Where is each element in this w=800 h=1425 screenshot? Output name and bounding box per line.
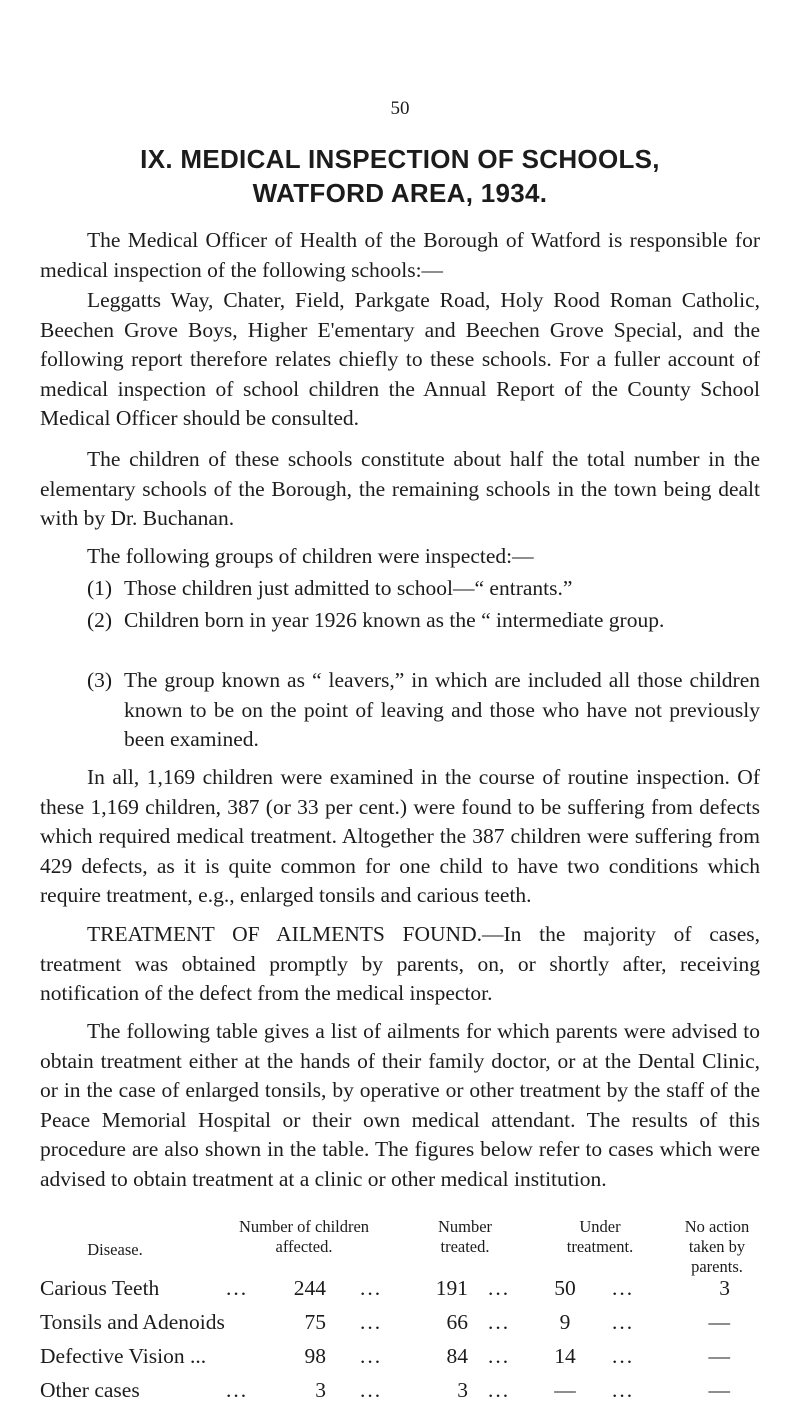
table-intro-paragraph: The following table gives a list of ailments for which parents were advised to obtain treatment either at the hands of their family doctor, or at the Dental Clinic, or in the case of enlarged tonsils, by operative or other treatment by the staff of the Peace Memorial Hospital or their own medical attendant. The results of this procedure are also shown in the table. The figures below refer to cases which were advised to obtain treatment at a clinic or other medical institution. bbox=[40, 1019, 760, 1191]
leader-dots: ... bbox=[612, 1310, 635, 1334]
cell-no-action: — bbox=[708, 1344, 730, 1368]
header-under: Under treatment. bbox=[566, 1217, 634, 1256]
header-affected: Number of children affected. bbox=[238, 1217, 370, 1256]
cell-treated: 66 bbox=[446, 1310, 468, 1334]
cell-disease: Tonsils and Adenoids bbox=[40, 1310, 225, 1334]
group-number: (3) bbox=[87, 668, 113, 692]
cell-treated: 84 bbox=[446, 1344, 468, 1368]
treatment-paragraph: TREATMENT OF AILMENTS FOUND.—In the majority of cases, treatment was obtained promptly by parents, on, or shortly after, receiving notification of the defect from the medical inspector. bbox=[40, 922, 760, 1005]
cell-under: 9 bbox=[559, 1310, 571, 1334]
cell-treated: 3 bbox=[457, 1378, 468, 1402]
leader-dots: ... bbox=[612, 1378, 635, 1402]
cell-disease: Defective Vision ... bbox=[40, 1344, 207, 1368]
page-number: 50 bbox=[390, 98, 410, 119]
cell-affected: 98 bbox=[304, 1344, 326, 1368]
table-row bbox=[40, 1276, 760, 1306]
schools-paragraph: Leggatts Way, Chater, Field, Parkgate Road, Holy Rood Roman Catholic, Beechen Grove Boys, Higher E'ementary and Beechen Grove Special, and the following report therefore relates chiefly to these schools. For a fuller account of medical inspection of school children the Annual Report of the County School Medical Officer should be consulted. bbox=[40, 288, 760, 430]
cell-no-action: — bbox=[708, 1310, 730, 1334]
leader-dots: ... bbox=[488, 1310, 511, 1334]
cell-affected: 3 bbox=[315, 1378, 326, 1402]
leader-dots: ... bbox=[226, 1378, 249, 1402]
header-no-action: No action taken by parents. bbox=[684, 1217, 750, 1276]
cell-treated: 191 bbox=[435, 1276, 468, 1300]
group-text: The group known as “ leavers,” in which are included all those children known to be on the point of leaving and those who have not previously been examined. bbox=[124, 668, 760, 751]
cell-under: 14 bbox=[554, 1344, 576, 1368]
examined-paragraph: In all, 1,169 children were examined in the course of routine inspection. Of these 1,169 children, 387 (or 33 per cent.) were found to be suffering from defects which required medical treatment. Altogether the 387 children were suffering from 429 defects, as it is quite common for one child to have two conditions which require treatment, e.g., enlarged tonsils and carious teeth. bbox=[40, 765, 760, 907]
group-number: (1) bbox=[87, 576, 113, 600]
table-row bbox=[40, 1344, 760, 1374]
cell-under: — bbox=[554, 1378, 576, 1402]
cell-affected: 244 bbox=[293, 1276, 326, 1300]
cell-no-action: 3 bbox=[719, 1276, 730, 1300]
page-title-line-2: WATFORD AREA, 1934. bbox=[252, 178, 548, 208]
leader-dots: ... bbox=[226, 1276, 249, 1300]
leader-dots: ... bbox=[360, 1276, 383, 1300]
leader-dots: ... bbox=[488, 1276, 511, 1300]
cell-disease: Carious Teeth bbox=[40, 1276, 160, 1300]
table-row bbox=[40, 1378, 760, 1408]
cell-disease: Other cases bbox=[40, 1378, 140, 1402]
cell-affected: 75 bbox=[304, 1310, 326, 1334]
leader-dots: ... bbox=[488, 1344, 511, 1368]
cell-under: 50 bbox=[554, 1276, 576, 1300]
leader-dots: ... bbox=[488, 1378, 511, 1402]
table-row bbox=[40, 1310, 760, 1340]
group-item bbox=[87, 666, 760, 755]
group-number: (2) bbox=[87, 608, 113, 632]
leader-dots: ... bbox=[360, 1378, 383, 1402]
header-treated: Number treated. bbox=[437, 1217, 493, 1256]
leader-dots: ... bbox=[612, 1276, 635, 1300]
group-item bbox=[87, 606, 760, 636]
group-item bbox=[87, 574, 760, 604]
children-paragraph: The children of these schools constitute about half the total number in the elementary schools of the Borough, the remaining schools in the town being dealt with by Dr. Buchanan. bbox=[40, 447, 760, 530]
header-disease: Disease. bbox=[87, 1240, 143, 1259]
page-title-line-1: IX. MEDICAL INSPECTION OF SCHOOLS, bbox=[140, 144, 660, 174]
group-text: Children born in year 1926 known as the “ intermediate group. bbox=[124, 608, 665, 632]
leader-dots: ... bbox=[360, 1310, 383, 1334]
intro-paragraph: The Medical Officer of Health of the Borough of Watford is responsible for medical inspection of the following schools:— bbox=[40, 228, 760, 282]
groups-intro-paragraph: The following groups of children were inspected:— bbox=[87, 544, 534, 568]
leader-dots: ... bbox=[360, 1344, 383, 1368]
group-text: Those children just admitted to school—“ entrants.” bbox=[124, 576, 573, 600]
cell-no-action: — bbox=[708, 1378, 730, 1402]
leader-dots: ... bbox=[612, 1344, 635, 1368]
